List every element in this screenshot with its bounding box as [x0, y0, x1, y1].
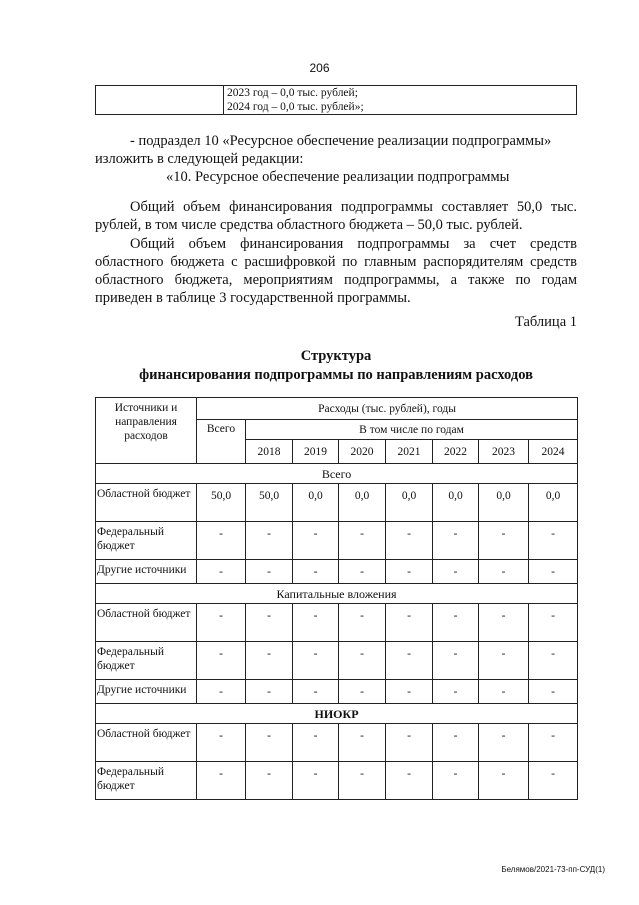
paragraph-2: «10. Ресурсное обеспечение реализации подпрограммы: [166, 169, 510, 185]
row-value: -: [246, 680, 293, 704]
header-year: 2019: [293, 440, 339, 464]
header-sources: Источники и направления расходов: [96, 398, 197, 464]
continuation-line-1: 2023 год – 0,0 тыс. рублей;: [227, 87, 358, 99]
row-value: -: [197, 560, 246, 584]
financing-structure-table: [95, 397, 578, 800]
table-body: [96, 398, 578, 800]
row-value: -: [339, 724, 386, 762]
row-value: -: [386, 642, 433, 680]
paragraph-4-line-2: областного бюджета с расшифровкой по главным распорядителям средств: [95, 254, 577, 270]
paragraph-3-line-2: рублей, в том числе средства областного бюджета – 50,0 тыс. рублей.: [95, 217, 523, 233]
table-label: Таблица 1: [514, 314, 577, 330]
row-value: -: [386, 522, 433, 560]
row-value: 0,0: [479, 484, 529, 522]
row-value: 50,0: [197, 484, 246, 522]
table-row: [96, 484, 578, 522]
continuation-table: [95, 85, 577, 115]
row-value: -: [479, 560, 529, 584]
row-value: -: [386, 724, 433, 762]
row-label: Областной бюджет: [96, 724, 197, 762]
row-value: -: [293, 680, 339, 704]
section-row: [96, 584, 578, 604]
table-caption-title: Структура: [300, 348, 372, 364]
row-value: -: [479, 642, 529, 680]
row-value: -: [433, 762, 479, 800]
row-value: -: [386, 762, 433, 800]
header-year: 2020: [339, 440, 386, 464]
paragraph-4-line-3: областного бюджета, мероприятиям подпрограммы, а также по годам: [95, 272, 577, 288]
row-value: -: [479, 522, 529, 560]
row-value: -: [339, 680, 386, 704]
header-year: 2021: [386, 440, 433, 464]
row-value: -: [197, 522, 246, 560]
row-value: -: [433, 680, 479, 704]
section-title: Всего: [96, 464, 578, 484]
section-row: [96, 704, 578, 724]
row-value: -: [293, 522, 339, 560]
row-value: 50,0: [246, 484, 293, 522]
row-value: -: [246, 560, 293, 584]
row-label: Федеральный бюджет: [96, 522, 197, 560]
paragraph-3-line-1: Общий объем финансирования подпрограммы составляет 50,0 тыс.: [130, 199, 577, 215]
row-value: -: [433, 604, 479, 642]
table-row: [96, 522, 578, 560]
row-value: -: [529, 522, 578, 560]
row-value: -: [293, 642, 339, 680]
row-value: -: [433, 642, 479, 680]
continuation-row: [96, 86, 577, 115]
row-value: -: [529, 604, 578, 642]
row-value: -: [339, 762, 386, 800]
section-row: [96, 464, 578, 484]
row-value: 0,0: [386, 484, 433, 522]
header-expenses: Расходы (тыс. рублей), годы: [197, 398, 578, 420]
row-value: -: [529, 642, 578, 680]
table-row: [96, 724, 578, 762]
table-row: [96, 680, 578, 704]
row-value: 0,0: [339, 484, 386, 522]
header-year: 2018: [246, 440, 293, 464]
row-value: -: [339, 642, 386, 680]
row-value: -: [293, 724, 339, 762]
table-row: [96, 604, 578, 642]
paragraph-4-line-4: приведен в таблице 3 государственной программы.: [95, 290, 411, 306]
section-title: Капитальные вложения: [96, 584, 578, 604]
row-value: -: [246, 642, 293, 680]
row-value: -: [433, 560, 479, 584]
row-value: -: [246, 762, 293, 800]
row-value: -: [479, 680, 529, 704]
continuation-line-2: 2024 год – 0,0 тыс. рублей»;: [227, 101, 364, 113]
row-value: 0,0: [433, 484, 479, 522]
row-value: -: [293, 604, 339, 642]
header-row-1: [96, 398, 578, 420]
paragraph-1-line-1: - подраздел 10 «Ресурсное обеспечение реализации подпрограммы»: [130, 133, 552, 149]
row-value: -: [529, 724, 578, 762]
row-value: -: [197, 762, 246, 800]
row-label: Областной бюджет: [96, 484, 197, 522]
row-value: 0,0: [529, 484, 578, 522]
row-value: -: [479, 724, 529, 762]
row-value: -: [339, 522, 386, 560]
continuation-empty-cell: [96, 86, 224, 115]
header-year: 2022: [433, 440, 479, 464]
row-value: -: [479, 762, 529, 800]
row-value: -: [293, 560, 339, 584]
row-label: Областной бюджет: [96, 604, 197, 642]
row-value: -: [197, 724, 246, 762]
row-value: -: [433, 724, 479, 762]
row-value: -: [433, 522, 479, 560]
row-label: Другие источники: [96, 680, 197, 704]
row-label: Федеральный бюджет: [96, 642, 197, 680]
header-by-years: В том числе по годам: [246, 420, 578, 440]
paragraph-4-line-1: Общий объем финансирования подпрограммы за счет средств: [130, 236, 577, 252]
header-year: 2023: [479, 440, 529, 464]
row-value: -: [197, 642, 246, 680]
row-value: -: [529, 762, 578, 800]
row-value: -: [246, 522, 293, 560]
row-value: -: [529, 560, 578, 584]
row-value: -: [386, 680, 433, 704]
section-title: НИОКР: [96, 704, 578, 724]
row-value: -: [293, 762, 339, 800]
row-label: Другие источники: [96, 560, 197, 584]
table-caption-subtitle: финансирования подпрограммы по направлениям расходов: [139, 367, 533, 383]
continuation-text-cell: [224, 86, 577, 115]
row-value: -: [246, 724, 293, 762]
row-value: -: [246, 604, 293, 642]
row-value: -: [197, 680, 246, 704]
row-value: -: [339, 560, 386, 584]
paragraph-1-line-2: изложить в следующей редакции:: [95, 151, 304, 167]
document-footer-code: Белямов/2021-73-пп-СУД(1): [501, 865, 605, 874]
row-label: Федеральный бюджет: [96, 762, 197, 800]
row-value: -: [386, 604, 433, 642]
row-value: -: [386, 560, 433, 584]
table-row: [96, 642, 578, 680]
row-value: -: [479, 604, 529, 642]
row-value: -: [529, 680, 578, 704]
row-value: 0,0: [293, 484, 339, 522]
row-value: -: [197, 604, 246, 642]
table-row: [96, 762, 578, 800]
page-number: 206: [309, 61, 330, 75]
header-total: Всего: [197, 420, 246, 464]
header-year: 2024: [529, 440, 578, 464]
row-value: -: [339, 604, 386, 642]
table-row: [96, 560, 578, 584]
